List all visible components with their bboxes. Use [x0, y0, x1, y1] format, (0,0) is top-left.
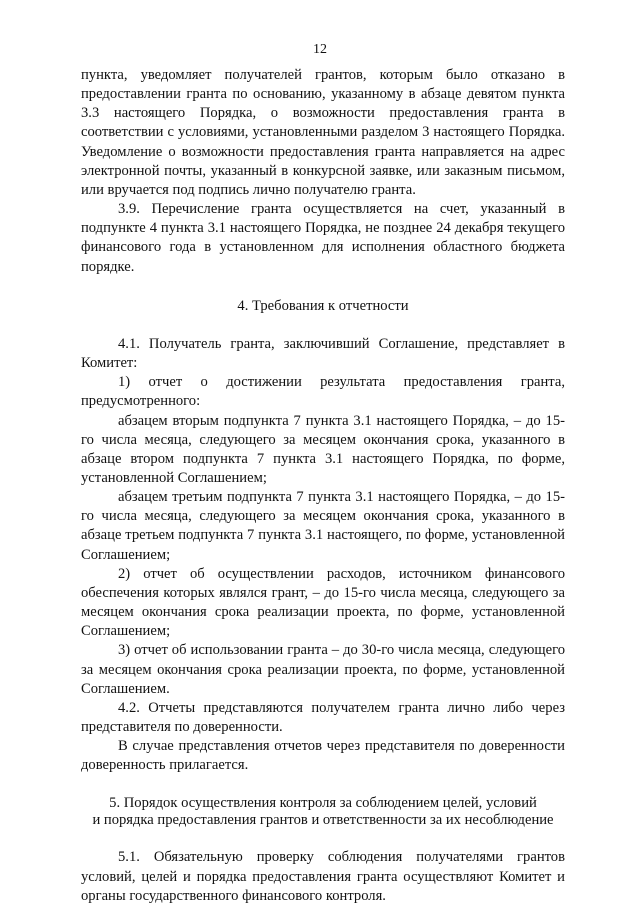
paragraph: 2) отчет об осуществлении расходов, источником финансового обеспечения которых являлся грант, – до 15-го числа месяца, следующего за месяцем окончания срока реализации проекта, по форме, установленной Соглашением; — [81, 565, 565, 640]
section-5-heading-line2: и порядка предоставления грантов и ответственности за их несоблюдение — [92, 812, 554, 829]
document-body — [81, 66, 565, 906]
section-5-heading — [81, 795, 565, 829]
section-4-heading: 4. Требования к отчетности — [237, 297, 409, 314]
paragraph: абзацем вторым подпункта 7 пункта 3.1 настоящего Порядка, – до 15-го числа месяца, следующего за месяцем окончания срока, указанного в абзаце втором подпункта 7 пункта 3.1 настоящего Порядка, по форме, установленной Соглашением; — [81, 412, 565, 486]
paragraph: 4.1. Получатель гранта, заключивший Соглашение, представляет в Комитет: — [81, 335, 565, 372]
paragraph: 5.1. Обязательную проверку соблюдения получателями грантов условий, целей и порядка предоставления гранта осуществляют Комитет и органы государственного финансового контроля. — [81, 849, 565, 904]
paragraph: абзацем третьим подпункта 7 пункта 3.1 настоящего Порядка, – до 15-го числа месяца, следующего за месяцем окончания срока, указанного в абзаце третьем подпункта 7 пункта 3.1 настоящего, по форме, установленной Соглашением; — [81, 489, 565, 563]
paragraph: 3) отчет об использовании гранта – до 30-го числа месяца, следующего за месяцем окончания срока реализации проекта, по форме, установленной Соглашением. — [81, 642, 565, 697]
page-number: 12 — [313, 42, 327, 57]
paragraph: 1) отчет о достижении результата предоставления гранта, предусмотренного: — [81, 374, 565, 410]
paragraph: пункта, уведомляет получателей грантов, которым было отказано в предоставлении гранта по основанию, указанному в абзаце девятом пункта 3.3 настоящего Порядка, о возможности предоставления гранта в соответствии с условиями, установленными разделом 3 настоящего Порядка. Уведомление о возможности предоставления гранта направляется на адрес электронной почты, указанный в конкурсной заявке, или заказным письмом, или вручается под подпись лично получателю гранта. — [81, 67, 565, 198]
paragraph: 3.9. Перечисление гранта осуществляется на счет, указанный в подпункте 4 пункта 3.1 настоящего Порядка, не позднее 24 декабря текущего финансового года в установленном для исполнения областного бюджета порядке. — [81, 201, 565, 275]
paragraph: 4.2. Отчеты представляются получателем гранта лично либо через представителя по доверенности. — [81, 699, 565, 735]
section-5-heading-line1: 5. Порядок осуществления контроля за соблюдением целей, условий — [109, 795, 537, 812]
paragraph: В случае представления отчетов через представителя по доверенности доверенность прилагается. — [81, 738, 565, 774]
